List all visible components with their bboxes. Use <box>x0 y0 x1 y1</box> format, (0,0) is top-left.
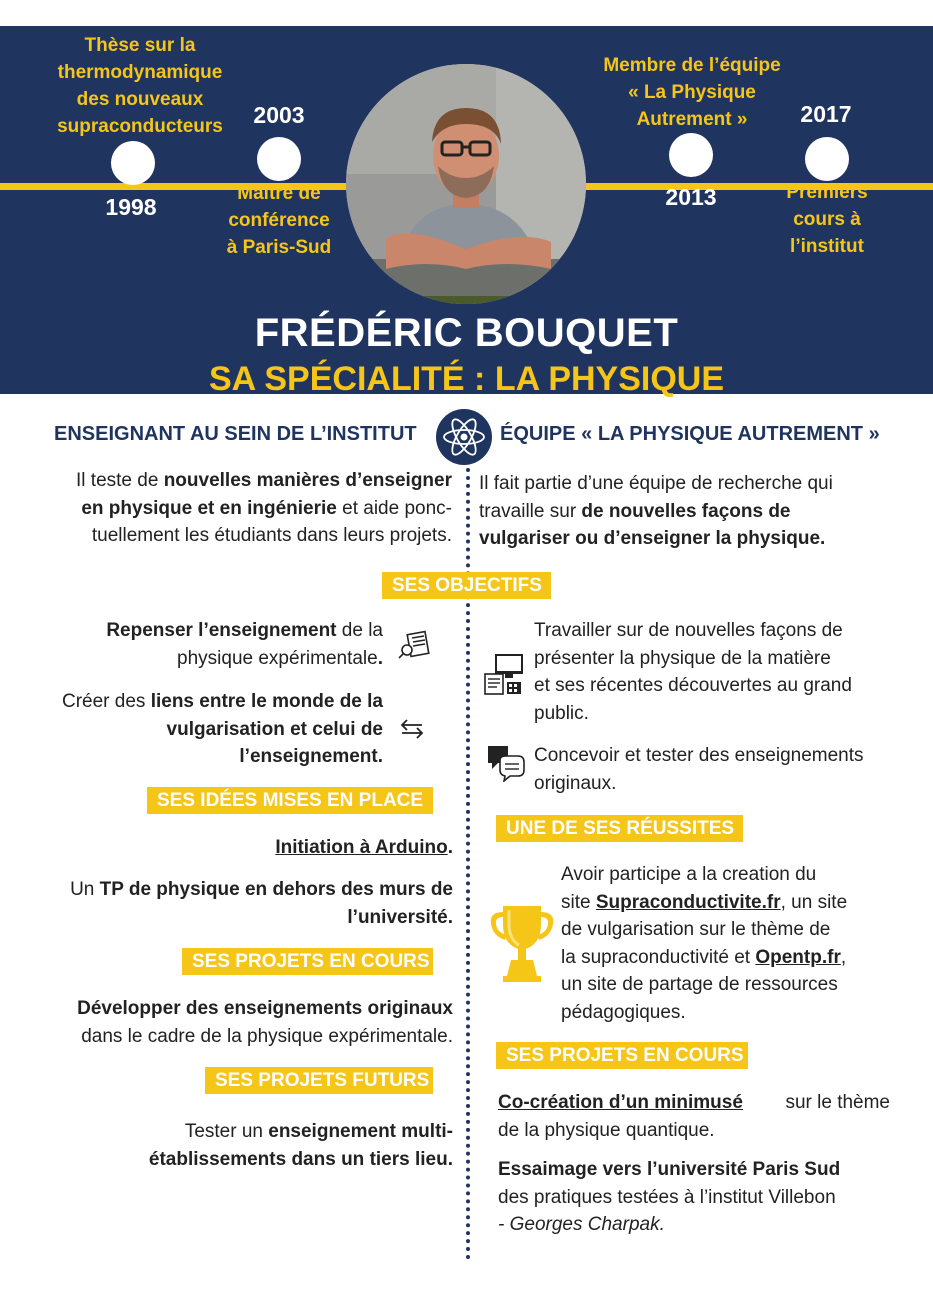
text-line: Il fait partie d’une équipe de recherche qui <box>479 473 833 494</box>
text-line <box>561 889 906 917</box>
idee-1 <box>40 834 453 862</box>
objectif-2 <box>30 688 383 771</box>
bold-text: vulgariser ou d’enseigner la physique. <box>479 528 826 549</box>
underlined-text: Co-création d’un minimusé <box>498 1092 743 1113</box>
text-line: dans le cadre de la physique expérimentale. <box>81 1025 453 1047</box>
text-line <box>561 944 906 972</box>
timeline-2017-text <box>752 179 902 260</box>
text: Tester un <box>184 1121 269 1142</box>
text: de la <box>336 620 383 641</box>
text-line <box>498 1089 890 1117</box>
text-line: public. <box>534 702 589 724</box>
left-column-title: ENSEIGNANT AU SEIN DE L’INSTITUT <box>54 423 417 445</box>
text-line <box>30 495 452 523</box>
text-line: Avoir participe a la creation du <box>561 864 817 885</box>
text-line <box>498 1211 898 1239</box>
header-banner <box>0 26 933 398</box>
timeline-2013-text <box>582 52 802 133</box>
text-line: et ses récentes découvertes au grand <box>534 675 852 696</box>
bold-text: l’université. <box>347 906 453 928</box>
objectif-4 <box>534 742 914 797</box>
timeline-year-2003: 2003 <box>253 102 305 128</box>
bold-text: TP de physique en dehors des murs de <box>99 879 453 900</box>
projet-cours-right-1 <box>498 1089 890 1144</box>
text: travaille sur <box>479 500 582 522</box>
timeline-1998-text <box>40 32 240 140</box>
text: , un site <box>780 891 848 913</box>
text-line <box>479 525 909 553</box>
bold-text: Développer des enseignements originaux <box>77 998 453 1019</box>
bold-text: Essaimage vers l’université Paris Sud <box>498 1159 841 1180</box>
timeline-year-1998: 1998 <box>105 194 157 220</box>
text-line: des pratiques testées à l’institut Villebon <box>498 1186 836 1208</box>
bold-text: liens entre le monde de la <box>150 691 383 712</box>
objectif-1 <box>40 617 383 672</box>
text-line: Travailler sur de nouvelles façons de <box>534 620 843 641</box>
text: Créer des <box>62 691 151 712</box>
intro-left-paragraph <box>30 467 452 550</box>
bold-text: vulgarisation et celui de <box>166 718 383 740</box>
timeline-text-line: cours à <box>793 209 861 230</box>
link-supraconductivite[interactable]: Supraconductivite.fr <box>595 891 781 913</box>
link-opentp[interactable]: Opentp.fr <box>755 946 841 968</box>
label-projets-cours-right: SES PROJETS EN COURS <box>496 1042 748 1069</box>
timeline-text-line: Thèse sur la <box>84 35 196 56</box>
text-line <box>40 1146 453 1174</box>
italic-text: - Georges Charpak. <box>498 1214 665 1235</box>
timeline-text-line: Membre de l’équipe <box>603 55 781 76</box>
underlined-text: Initiation à Arduino <box>275 837 448 858</box>
timeline-text-line: « La Physique <box>628 82 756 103</box>
text-line <box>40 1118 453 1146</box>
text: physique expérimentale <box>177 647 378 669</box>
bold-text: enseignement multi- <box>268 1121 453 1142</box>
timeline-year-2013: 2013 <box>665 184 717 210</box>
timeline-2003-text <box>194 180 364 261</box>
text-line <box>40 645 383 673</box>
atom-icon <box>436 409 492 465</box>
right-column-title: ÉQUIPE « LA PHYSIQUE AUTREMENT » <box>500 423 880 445</box>
speciality-title: SA SPÉCIALITÉ : LA PHYSIQUE <box>208 360 725 398</box>
projet-futur <box>40 1118 453 1173</box>
text: Un <box>70 879 100 900</box>
text-line <box>30 688 383 716</box>
text-line <box>30 467 452 495</box>
timeline-dot-2013 <box>669 133 713 177</box>
text-line: Concevoir et tester des enseignements <box>534 745 864 766</box>
label-projets-futurs: SES PROJETS FUTURS <box>205 1067 433 1094</box>
text-line <box>40 904 453 932</box>
photo-portrait <box>346 64 586 304</box>
text-line <box>30 995 453 1023</box>
bold-text: de nouvelles façons de <box>581 500 791 522</box>
bold-text: nouvelles manières d’enseigner <box>163 470 452 491</box>
text-line <box>40 834 453 862</box>
text: la supraconductivité et <box>561 946 756 968</box>
text-line: de vulgarisation sur le thème de <box>561 919 831 940</box>
text: , <box>840 946 847 968</box>
text-line <box>479 498 909 526</box>
bold-text: Repenser l’enseignement <box>106 620 337 641</box>
timeline-dot-2003 <box>257 137 301 181</box>
text-line <box>30 716 383 744</box>
text: tuellement les étudiants dans leurs projets. <box>91 525 452 546</box>
timeline-text-line: l’institut <box>790 236 864 257</box>
bold-text: . <box>377 647 383 669</box>
timeline-text-line: Maitre de <box>237 183 321 204</box>
text-line <box>498 1156 898 1184</box>
timeline-text-line: Premiers <box>786 182 868 203</box>
label-reussite: UNE DE SES RÉUSSITES <box>496 815 743 842</box>
text-line: pédagogiques. <box>561 1001 686 1023</box>
timeline-text-line: à Paris-Sud <box>226 237 332 258</box>
trophy-icon <box>487 902 557 989</box>
projet-cours-right-2 <box>498 1156 898 1239</box>
intro-right-paragraph <box>479 470 909 553</box>
label-projets-cours-left: SES PROJETS EN COURS <box>182 948 433 975</box>
timeline-text-line: conférence <box>228 210 330 231</box>
text-line: originaux. <box>534 772 617 794</box>
text: site <box>561 891 596 913</box>
label-idees: SES IDÉES MISES EN PLACE <box>147 787 433 814</box>
text-line: présenter la physique de la matière <box>534 647 831 669</box>
text-line: un site de partage de ressources <box>561 974 838 995</box>
timeline-dot-1998 <box>111 141 155 185</box>
label-objectifs: SES OBJECTIFS <box>382 572 551 599</box>
objectif-3 <box>534 617 914 727</box>
computer-documents-icon <box>483 652 525 701</box>
bold-text: en physique et en ingénierie <box>81 497 337 519</box>
bold-text: . <box>447 837 453 858</box>
text: sur le thème <box>780 1092 890 1113</box>
bold-text: établissements dans un tiers lieu. <box>148 1148 453 1170</box>
magnifier-document-icon <box>397 630 431 665</box>
bold-text: l’enseignement. <box>239 746 383 767</box>
reussite-paragraph <box>561 861 906 1026</box>
text-line: de la physique quantique. <box>498 1119 715 1141</box>
text-line <box>30 743 383 771</box>
idee-2 <box>40 876 453 931</box>
timeline-dot-2017 <box>805 137 849 181</box>
person-name: FRÉDÉRIC BOUQUET <box>254 311 679 355</box>
text: et aide ponc- <box>336 497 452 519</box>
timeline-text-line: Autrement » <box>636 109 748 130</box>
projet-cours-left <box>30 995 453 1050</box>
text-line <box>30 522 452 550</box>
text-line <box>40 617 383 645</box>
arrows-exchange-icon <box>400 718 424 745</box>
timeline-year-2017: 2017 <box>800 101 852 127</box>
timeline-text-line: thermodynamique <box>57 62 223 83</box>
text-line <box>40 876 453 904</box>
timeline-text-line: des nouveaux <box>76 89 204 110</box>
chat-bubbles-icon <box>486 744 526 787</box>
timeline-text-line: supraconducteurs <box>57 116 223 137</box>
text: Il teste de <box>76 470 164 491</box>
